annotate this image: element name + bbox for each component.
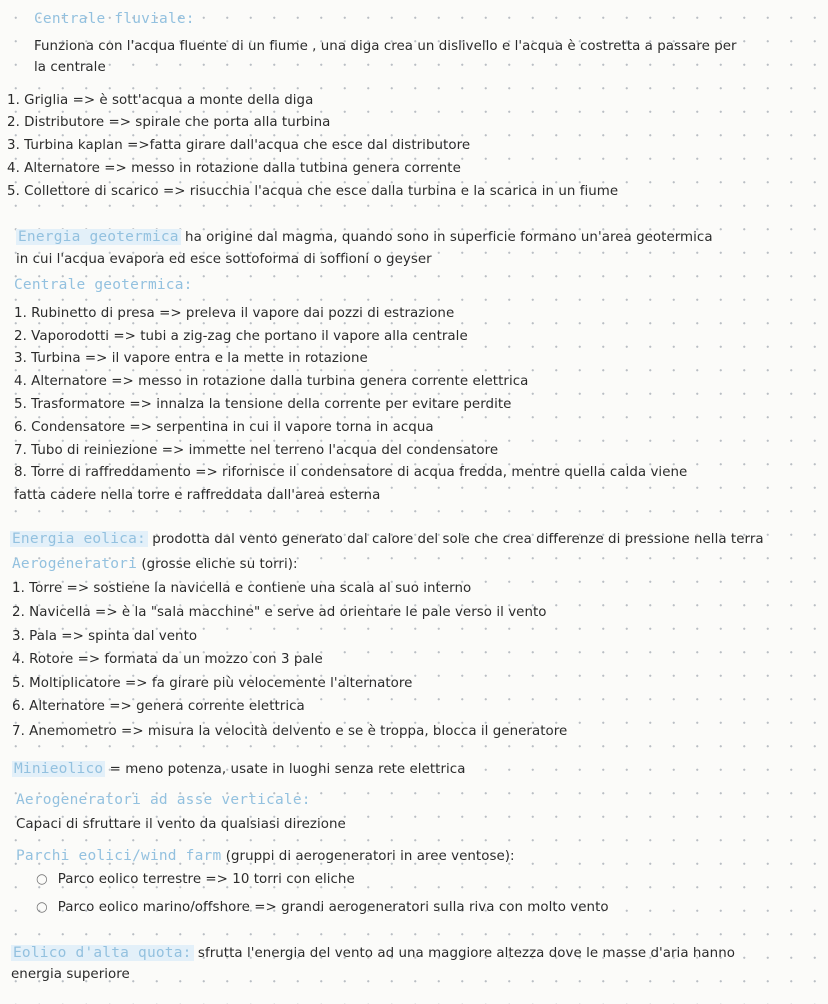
geotermica-item-5: 5. Trasformatore => innalza la tensione della corrente per evitare perdite <box>14 397 512 412</box>
term-parchi-eolici: Parchi eolici/wind farm <box>16 848 222 864</box>
minieolico-line <box>12 760 465 779</box>
geotermica-item-6: 6. Condensatore => serpentina in cui il vapore torna in acqua <box>14 420 434 435</box>
term-eolico-alta-quota: Eolico d'alta quota: <box>13 945 192 961</box>
eolica-item-7: 7. Anemometro => misura la velocità delvento e se è troppa, blocca il generatore <box>12 724 568 739</box>
heading-aerogeneratori-verticale: Aerogeneratori ad asse verticale: <box>16 792 311 808</box>
eolica-item-5: 5. Moltiplicatore => fa girare più velocemente l'alternatore <box>12 676 413 691</box>
fluviale-item-5: 5. Collettore di scarico => risucchia l'acqua che esce dalla turbina e la scarica in un fiume <box>7 184 619 199</box>
term-minieolico: Minieolico <box>14 761 104 777</box>
geotermica-item-1: 1. Rubinetto di presa => preleva il vapore dai pozzi di estrazione <box>14 306 455 321</box>
geotermica-item-2: 2. Vaporodotti => tubi a zig-zag che portano il vapore alla centrale <box>14 329 468 344</box>
eolica-def-text: prodotta dal vento generato dal calore del sole che crea differenze di pressione nella terra <box>147 532 764 547</box>
fluviale-desc-line2: la centrale <box>34 60 106 75</box>
eolica-item-4: 4. Rotore => formata da un mozzo con 3 pale <box>12 652 323 667</box>
heading-centrale-fluviale: Centrale fluviale: <box>34 11 195 27</box>
geotermica-item-8-cont: fatta cadere nella torre e raffreddata dall'area esterna <box>14 488 381 503</box>
parchi-line <box>16 847 515 866</box>
alta-quota-line1 <box>11 944 735 963</box>
geotermica-item-4: 4. Alternatore => messo in rotazione dalla turbina genera corrente elettrica <box>14 374 529 389</box>
aerogeneratori-note: (grosse eliche su torri): <box>137 557 298 572</box>
minieolico-def: = meno potenza, usate in luoghi senza rete elettrica <box>105 762 466 777</box>
geotermica-item-8: 8. Torre di raffreddamento => rifornisce il condensatore di acqua fredda, mentre quella calda viene <box>14 465 688 480</box>
term-energia-eolica: Energia eolica: <box>12 531 146 547</box>
bullet-circle-icon: ○ <box>36 872 48 887</box>
alta-quota-def: sfrutta l'energia del vento ad una maggiore altezza dove le masse d'aria hanno <box>193 946 736 961</box>
eolica-item-3: 3. Pala => spinta dal vento <box>12 629 198 644</box>
verticale-desc: Capaci di sfruttare il vento da qualsiasi direzione <box>16 817 346 832</box>
fluviale-desc-line1: Funziona con l'acqua fluente di un fiume , una diga crea un dislivello e l'acqua è costretta a passare per <box>34 39 737 54</box>
fluviale-item-2: 2. Distributore => spirale che porta alla turbina <box>7 115 331 130</box>
parchi-item-2-text: Parco eolico marino/offshore => grandi aerogeneratori sulla riva con molto vento <box>57 900 609 915</box>
alta-quota-line2: energia superiore <box>11 967 130 982</box>
eolica-item-6: 6. Alternatore => genera corrente elettrica <box>12 699 305 714</box>
geotermica-definition-line2: in cui l'acqua evapora ed esce sottoforma di soffioni o geyser <box>16 252 432 267</box>
fluviale-item-3: 3. Turbina kaplan =>fatta girare dall'acqua che esce dal distributore <box>7 138 471 153</box>
eolica-definition <box>10 530 764 549</box>
geotermica-def-text: ha origine dal magma, quando sono in superficie formano un'area geotermica <box>180 230 713 245</box>
geotermica-definition-line1 <box>16 228 713 247</box>
aerogeneratori-line <box>12 555 298 574</box>
heading-aerogeneratori: Aerogeneratori <box>12 556 138 572</box>
parchi-item-2 <box>36 899 609 917</box>
fluviale-item-4: 4. Alternatore => messo in rotazione dalla tutbina genera corrente <box>7 161 461 176</box>
bullet-circle-icon: ○ <box>36 900 48 915</box>
heading-centrale-geotermica: Centrale geotermica: <box>14 277 193 293</box>
parchi-item-1 <box>36 871 355 889</box>
geotermica-item-7: 7. Tubo di reiniezione => immette nel terreno l'acqua del condensatore <box>14 443 499 458</box>
term-energia-geotermica: Energia geotermica <box>18 229 179 245</box>
parchi-item-1-text: Parco eolico terrestre => 10 torri con eliche <box>57 872 355 887</box>
eolica-item-2: 2. Navicella => è la "sala macchine" e serve ad orientare le pale verso il vento <box>12 605 547 620</box>
fluviale-item-1: 1. Griglia => è sott'acqua a monte della diga <box>7 93 314 108</box>
parchi-def: (gruppi di aerogeneratori in aree ventose): <box>221 849 515 864</box>
geotermica-item-3: 3. Turbina => il vapore entra e la mette in rotazione <box>14 351 368 366</box>
eolica-item-1: 1. Torre => sostiene la navicella e contiene una scala al suo interno <box>12 581 472 596</box>
